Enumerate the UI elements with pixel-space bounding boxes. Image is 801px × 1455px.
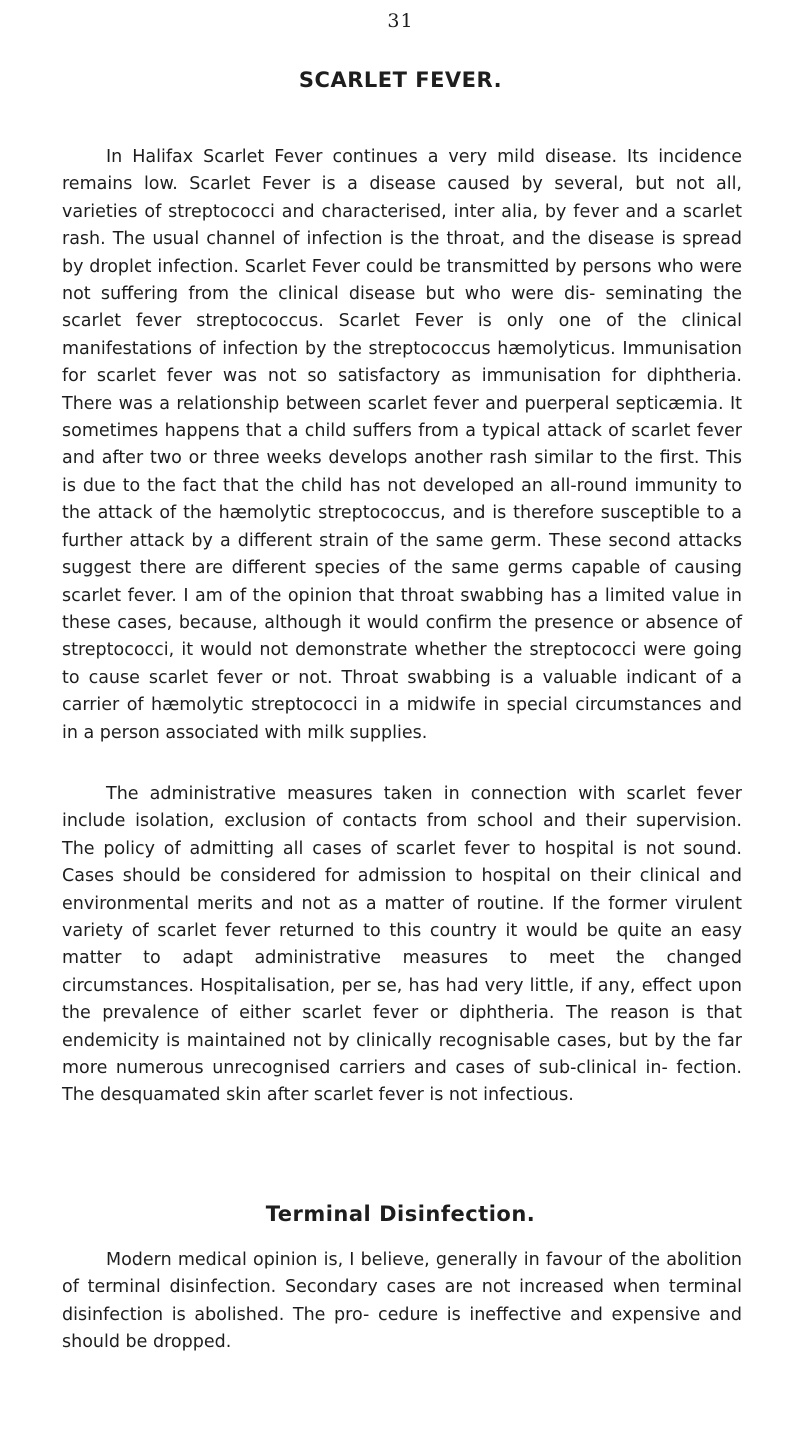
section-heading-terminal-disinfection: Terminal Disinfection. xyxy=(265,1202,536,1226)
paragraph-scarlet-fever-overview: In Halifax Scarlet Fever continues a very mild disease. Its incidence remains low. Scarlet Fever is a disease caused by several, but not all, varieties of streptococci and characterised, inter alia, by fever and a scarlet rash. The usual channel of infection is the throat, and the disease is spread by droplet infection. Scarlet Fever could be transmitted by persons who were not suffering from the clinical disease but who were dis- seminating the scarlet fever streptococcus. Scarlet Fever is only one of the clinical manifestations of infection by the streptococcus hæmolyticus. Immunisation for scarlet fever was not so satisfactory as immunisation for diphtheria. There was a relationship between scarlet fever and puerperal septicæmia. It sometimes happens that a child suffers from a typical attack of scarlet fever and after two or three weeks develops another rash similar to the first. This is due to the fact that the child has not developed an all-round immunity to the attack of the hæmolytic streptococcus, and is therefore susceptible to a further attack by a different strain of the same germ. These second attacks suggest there are different species of the same germs capable of causing scarlet fever. I am of the opinion that throat swabbing has a limited value in these cases, because, although it would confirm the presence or absence of streptococci, it would not demonstrate whether the streptococci were going to cause scarlet fever or not. Throat swabbing is a valuable indicant of a carrier of hæmolytic streptococci in a midwife in special circumstances and in a person associated with milk supplies. xyxy=(62,147,742,743)
page-number: 31 xyxy=(387,10,414,32)
paragraph-administrative-measures: The administrative measures taken in connection with scarlet fever include isolation, exclusion of contacts from school and their supervision. The policy of admitting all cases of scarlet fever to hospital is not sound. Cases should be considered for admission to hospital on their clinical and environmental merits and not as a matter of routine. If the former virulent variety of scarlet fever returned to this country it would be quite an easy matter to adapt administrative measures to meet the changed circumstances. Hospitalisation, per se, has had very little, if any, effect upon the prevalence of either scarlet fever or diphtheria. The reason is that endemicity is maintained not by clinically recognisable cases, but by the far more numerous unrecognised carriers and cases of sub-clinical in- fection. The desquamated skin after scarlet fever is not infectious. xyxy=(62,784,742,1106)
section-heading-scarlet-fever: SCARLET FEVER. xyxy=(298,68,503,92)
paragraph-terminal-disinfection: Modern medical opinion is, I believe, generally in favour of the abolition of terminal disinfection. Secondary cases are not increased when terminal disinfection is abolished. The pro- cedure is ineffective and expensive and should be dropped. xyxy=(62,1250,742,1353)
